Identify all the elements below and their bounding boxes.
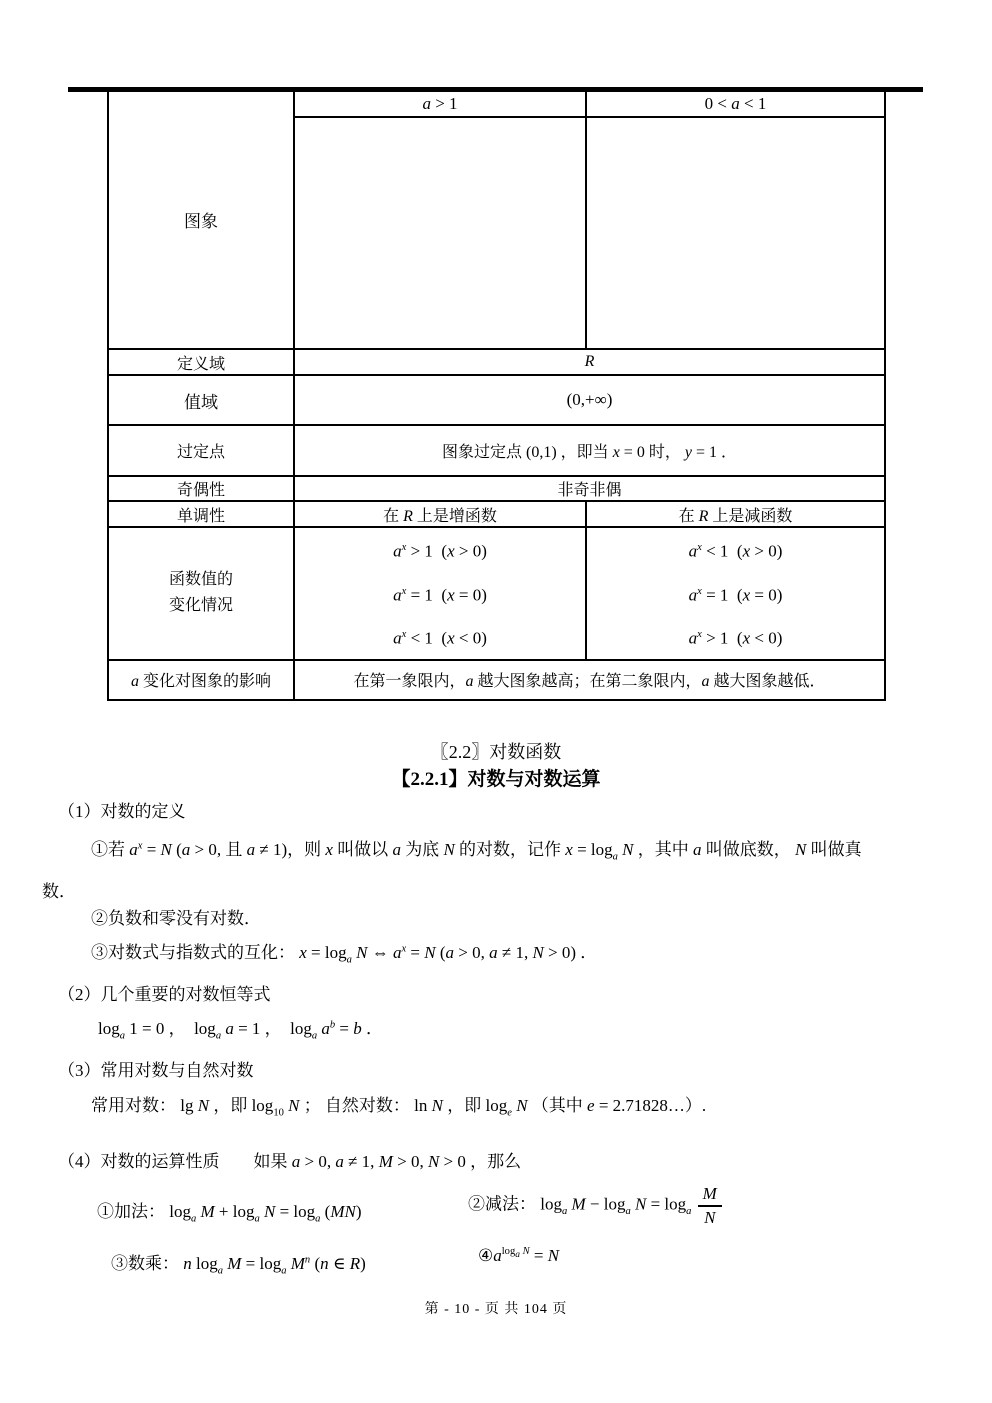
para-no-log-for-negatives: ②负数和零没有对数． (91, 909, 261, 928)
a-effect-value: 在第一象限内，a 越大图象越高；在第二象限内，a 越大图象越低． (294, 660, 885, 700)
graph-cell-increasing (294, 117, 586, 349)
value-change-label-line2: 变化情况 (168, 597, 233, 615)
value-change-a-lt-1 (586, 527, 885, 660)
value-change-line: $a^x = 1$ (x = 0) (393, 585, 487, 605)
formula-log-addition: ①加法： $\log_a M + \log_a N = \log_a (MN)$ (97, 1202, 362, 1225)
row-label-range: 值域 (108, 375, 294, 425)
formula-log-power-identity: $④a^{log_a N} = N$ (478, 1246, 560, 1265)
parity-value: 非奇非偶 (294, 476, 885, 501)
para-log-definition-title: （1）对数的定义 (58, 802, 186, 821)
exponential-properties-table (107, 89, 886, 701)
row-label-graph: 图象 (108, 90, 294, 349)
formula-log-scalar-multiple: ③数乘： n $\log_a M = \log_a M^n$ (n ∈ R) (111, 1254, 366, 1277)
para-operation-rules-title: （4）对数的运算性质 如果 a > 0, a ≠ 1, M > 0, N > 0 ，那么 (58, 1152, 522, 1171)
row-label-parity: 奇偶性 (108, 476, 294, 501)
monotonicity-decreasing: 在 R 上是减函数 (586, 501, 885, 527)
value-change-line: $a^x > 1$ (x > 0) (393, 541, 487, 561)
para-identities-formulas: $\log_a 1 = 0$ ， $\log_a a = 1$ ， $\log_a a^b = b$ ． (98, 1019, 384, 1042)
value-change-label-line1: 函数值的 (168, 571, 233, 589)
para-log-exp-conversion: ③对数式与指数式的互化： $x = \log_a N$ ⇔ $a^x = N$ (a > 0, a ≠ 1, N > 0) ． (91, 943, 598, 966)
row-label-value-change (108, 527, 294, 660)
value-change-line: $a^x = 1$ (x = 0) (688, 585, 783, 605)
monotonicity-increasing: 在 R 上是增函数 (294, 501, 586, 527)
para-log-definition-line2: 数． (42, 882, 76, 901)
row-label-fixed-point: 过定点 (108, 425, 294, 476)
range-value: (0,+∞) (294, 375, 885, 425)
page-footer: 第 - 10 - 页 共 104 页 (424, 1302, 568, 1317)
col-header-0-lt-a-lt-1: 0 < a < 1 (586, 90, 885, 117)
domain-value: R (294, 349, 885, 375)
value-change-line: $a^x > 1$ (x < 0) (688, 628, 783, 648)
section-heading-2-2: 〖2.2〗对数函数 (430, 742, 562, 762)
value-change-a-gt-1 (294, 527, 586, 660)
value-change-line: $a^x < 1$ (x < 0) (393, 628, 487, 648)
row-label-monotonicity: 单调性 (108, 501, 294, 527)
subsection-heading-2-2-1: 【2.2.1】对数与对数运算 (391, 769, 601, 790)
col-header-a-gt-1: a > 1 (294, 90, 586, 117)
para-log-definition-line1: ①若 $a^x = N$ (a > 0, 且 a ≠ 1)，则 x 叫做以 a 为底 N 的对数，记作 $x = \log_a N$ ，其中 a 叫做底数， N 叫做真 (91, 840, 862, 863)
para-common-natural-title: （3）常用对数与自然对数 (58, 1061, 254, 1080)
fixed-point-value: 图象过定点 (0,1) ，即当 x = 0 时， y = 1 ． (294, 425, 885, 476)
page-top-rule (68, 87, 923, 92)
value-change-line: $a^x < 1$ (x > 0) (688, 541, 783, 561)
para-identities-title: （2）几个重要的对数恒等式 (58, 985, 271, 1004)
row-label-a-effect: a 变化对图象的影响 (108, 660, 294, 700)
graph-cell-decreasing (586, 117, 885, 349)
row-label-domain: 定义域 (108, 349, 294, 375)
para-common-natural-line: 常用对数： lg N ，即 $\log_{10} N$ ； 自然对数： ln N ，即 $\log_e N$ （其中 e = 2.71828…）. (91, 1096, 707, 1119)
formula-log-subtraction: ②减法： $\log_a M - \log_a N = \log_a$ $\frac{M}{N}$ (468, 1184, 722, 1227)
